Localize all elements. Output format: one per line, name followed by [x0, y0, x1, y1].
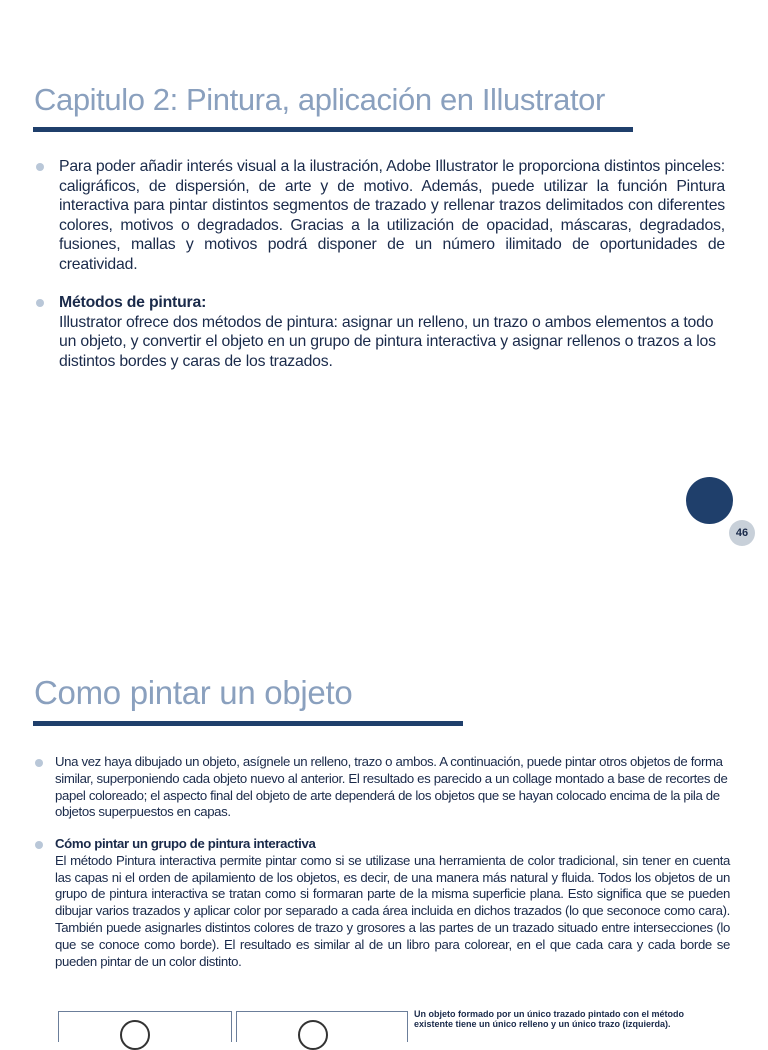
paint-methods-text: Illustrator ofrece dos métodos de pintura: asignar un relleno, un trazo o ambos elementos a todo un objeto, y convertir el objeto en un grupo de pintura interactiva y asignar rellenos o trazos a los distintos bordes y caras de los trazados.	[59, 313, 716, 370]
paint-methods-heading: Métodos de pintura:	[59, 294, 207, 311]
bullet-icon	[36, 299, 44, 307]
live-paint-heading: Cómo pintar un grupo de pintura interactiva	[55, 836, 316, 851]
circle-shape-icon	[298, 1020, 328, 1050]
section-title: Como pintar un objeto	[34, 674, 353, 711]
title-underline	[33, 127, 633, 132]
paint-object-paragraph	[55, 754, 730, 821]
page-marker-circle	[686, 477, 733, 524]
figure-caption: Un objeto formado por un único trazado pintado con el método existente tiene un único relleno y un único trazo (izquierda).	[414, 1009, 684, 1029]
live-paint-text: El método Pintura interactiva permite pintar como si se utilizase una herramienta de color tradicional, sin tener en cuenta las capas ni el orden de apilamiento de los objetos, es decir, de una manera más natural y fluida. Todos los objetos de un grupo de pintura interactiva se tratan como si formaran parte de la misma superficie plana. Esto significa que se pueden dibujar varios trazados y aplicar color por separado a cada área incluida en dichos trazados (lo que seconoce como cara). También puede asignarles distintos colores de trazo y grosores a las partes de un trazado situado entre intersecciones (lo que se conoce como borde). El resultado es similar al de un libro para colorear, en el que cada cara y cada borde se pueden pintar de un color distinto.	[55, 852, 730, 969]
bullet-icon	[35, 841, 43, 849]
section-title-underline	[33, 721, 463, 726]
chapter-title: Capitulo 2: Pintura, aplicación en Illustrator	[34, 82, 605, 117]
page-number: 46	[729, 520, 755, 546]
live-paint-block	[55, 836, 730, 970]
intro-paragraph	[59, 157, 725, 275]
circle-shape-icon	[120, 1020, 150, 1050]
paint-object-text: Una vez haya dibujado un objeto, asígnele un relleno, trazo o ambos. A continuación, puede pintar otros objetos de forma similar, superponiendo cada objeto nuevo al anterior. El resultado es parecido a un collage montado a base de recortes de papel coloreado; el aspecto final del objeto de arte dependerá de los objetos que se hayan colocado encima de la pila de objetos superpuestos en capas.	[55, 754, 728, 820]
bullet-icon	[36, 163, 44, 171]
bullet-icon	[35, 759, 43, 767]
paint-methods-block	[59, 293, 725, 371]
intro-text: Para poder añadir interés visual a la ilustración, Adobe Illustrator le proporciona distintos pinceles: caligráficos, de dispersión, de arte y de motivo. Además, puede utilizar la función Pintura interactiva para pintar distintos segmentos de trazado y rellenar trazos delimitados con diferentes colores, motivos o degradados. Gracias a la utilización de opacidad, máscaras, degradados, fusiones, mallas y motivos podrá disponer de un número ilimitado de oportunidades de creatividad.	[59, 158, 725, 273]
